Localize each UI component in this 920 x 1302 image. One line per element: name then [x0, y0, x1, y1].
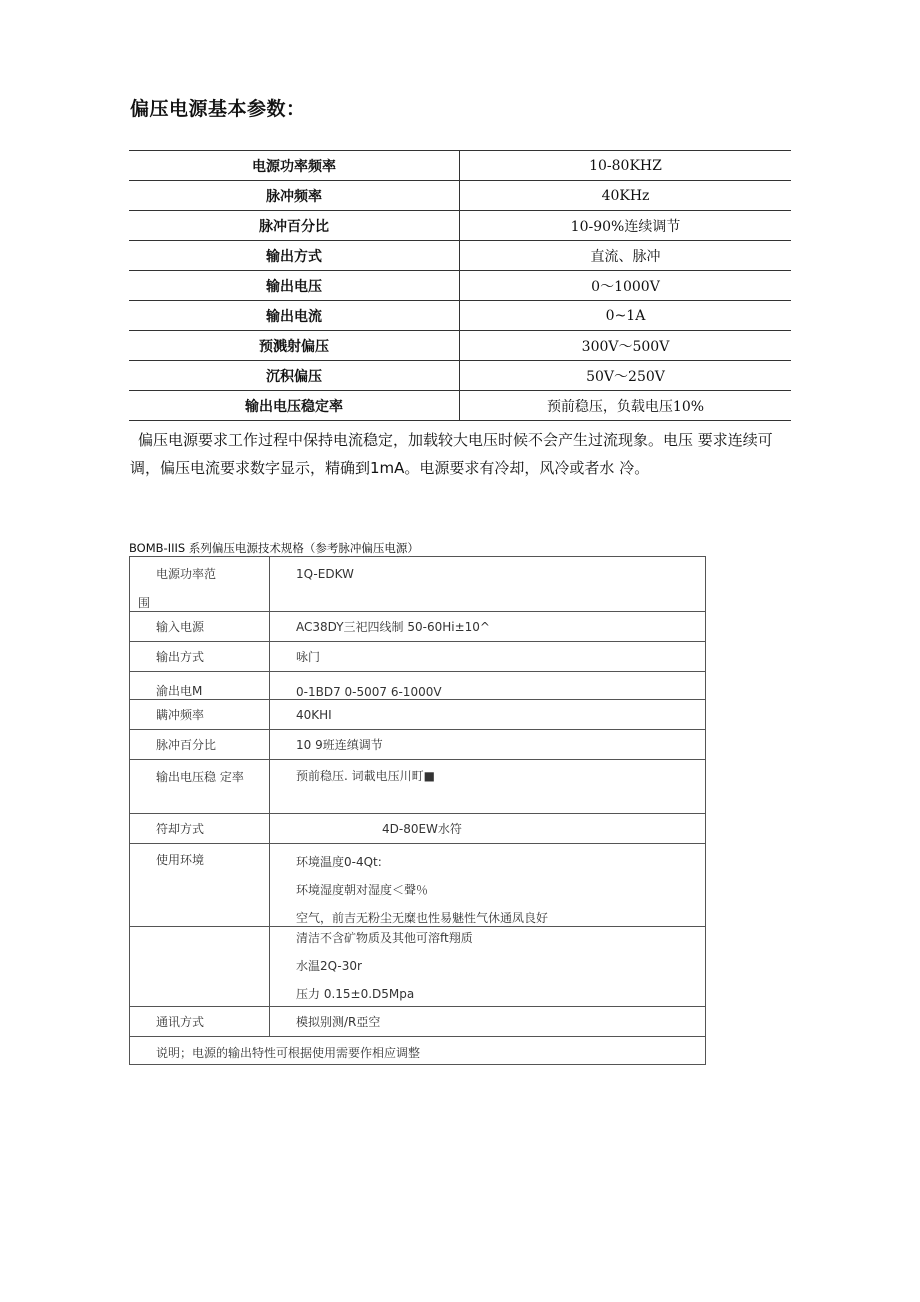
- spec-label: 通讯方式: [130, 1007, 270, 1037]
- spec-label: 使用环境: [156, 853, 205, 867]
- table-row: [130, 672, 706, 700]
- table-row: [130, 612, 706, 642]
- param-value: 40KHz: [460, 181, 792, 211]
- table-row: [129, 331, 791, 361]
- spec-label-wrap: 围: [138, 596, 151, 610]
- table-row: [130, 814, 706, 844]
- page-heading: 偏压电源基本参数：: [130, 98, 306, 120]
- param-label: 输出方式: [129, 241, 460, 271]
- param-value: 300V〜500V: [460, 331, 792, 361]
- table-row: [129, 181, 791, 211]
- requirements-paragraph: 偏压电源要求工作过程中保持电流稳定，加载较大电压时候不会产生过流现象。电压 要求连续可调，偏压电流要求数字显示，精确到1mA。电源要求有冷却，风冷或者水 冷。: [130, 431, 773, 477]
- spec-value: AC38DY三祀四线制 50-60Hi±10^: [270, 612, 706, 642]
- param-value: 0~1A: [460, 301, 792, 331]
- table-row: [130, 557, 706, 612]
- table-row: [130, 730, 706, 760]
- spec-label: 输出方式: [130, 642, 270, 672]
- spec-value: 咏门: [270, 642, 706, 672]
- spec-label: 电源功率范: [156, 567, 217, 581]
- param-value: 10-80KHZ: [460, 151, 792, 181]
- param-value: 直流、脉冲: [460, 241, 792, 271]
- table-row: [130, 927, 706, 1007]
- table-row: [130, 642, 706, 672]
- table-row: [130, 760, 706, 814]
- spec-value: 预前稳压. 词載电压川町■: [296, 769, 435, 783]
- param-label: 脉冲百分比: [129, 211, 460, 241]
- spec-label: 输出电压稳 定率: [156, 770, 244, 784]
- param-label: 输出电压: [129, 271, 460, 301]
- table-row: [129, 361, 791, 391]
- spec-value: 10 9班连缜调节: [270, 730, 706, 760]
- param-label: 电源功率频率: [129, 151, 460, 181]
- table-row: [130, 1037, 706, 1065]
- param-label: 预溅射偏压: [129, 331, 460, 361]
- table-row: [129, 241, 791, 271]
- param-value: 0〜1000V: [460, 271, 792, 301]
- spec-table-title: BOMB-IIIS 系列偏压电源技术规格（参考脉冲偏压电源）: [129, 541, 419, 555]
- table-row: [130, 844, 706, 927]
- table-row: [129, 271, 791, 301]
- spec-value: 0-1BD7 0-5007 6-1000V: [270, 672, 706, 700]
- spec-note: 说明；电源的输出特性可根据使用需要作相应调整: [130, 1037, 706, 1065]
- spec-label: 渝出电M: [130, 672, 270, 700]
- param-value: 预前稳压，负载电压10%: [460, 391, 792, 421]
- table-row: [130, 700, 706, 730]
- spec-value: 模拟别测/R亞空: [270, 1007, 706, 1037]
- spec-value: 40KHI: [270, 700, 706, 730]
- spec-label: 输入电源: [130, 612, 270, 642]
- spec-label: 符却方式: [130, 814, 270, 844]
- spec-value: 水温2Q-30r: [296, 959, 362, 973]
- spec-value: 环境温度0-4Qt:: [296, 855, 382, 869]
- spec-value: 空气，前吉无粉尘无糜也性易魅性气休通凤良好: [296, 911, 549, 925]
- param-value: 50V〜250V: [460, 361, 792, 391]
- spec-value: 清洁不含矿物质及其他可溶ft翔质: [296, 931, 473, 945]
- spec-value: 4D-80EW水符: [270, 814, 706, 844]
- basic-params-table: [129, 150, 791, 421]
- param-label: 脉冲频率: [129, 181, 460, 211]
- spec-value: 环境湿度朝对湿度＜聲％: [296, 883, 429, 897]
- table-row: [129, 211, 791, 241]
- param-value: 10-90%连续调节: [460, 211, 792, 241]
- table-row: [129, 301, 791, 331]
- spec-value: 压力 0.15±0.D5Mpa: [296, 987, 415, 1001]
- param-label: 输出电流: [129, 301, 460, 331]
- param-label: 沉积偏压: [129, 361, 460, 391]
- table-row: [129, 151, 791, 181]
- spec-table: [129, 556, 706, 1065]
- param-label: 输出电压稳定率: [129, 391, 460, 421]
- spec-value: 1Q-EDKW: [296, 567, 354, 581]
- table-row: [130, 1007, 706, 1037]
- spec-label: 脉冲百分比: [130, 730, 270, 760]
- table-row: [129, 391, 791, 421]
- spec-label: 瞒冲频率: [130, 700, 270, 730]
